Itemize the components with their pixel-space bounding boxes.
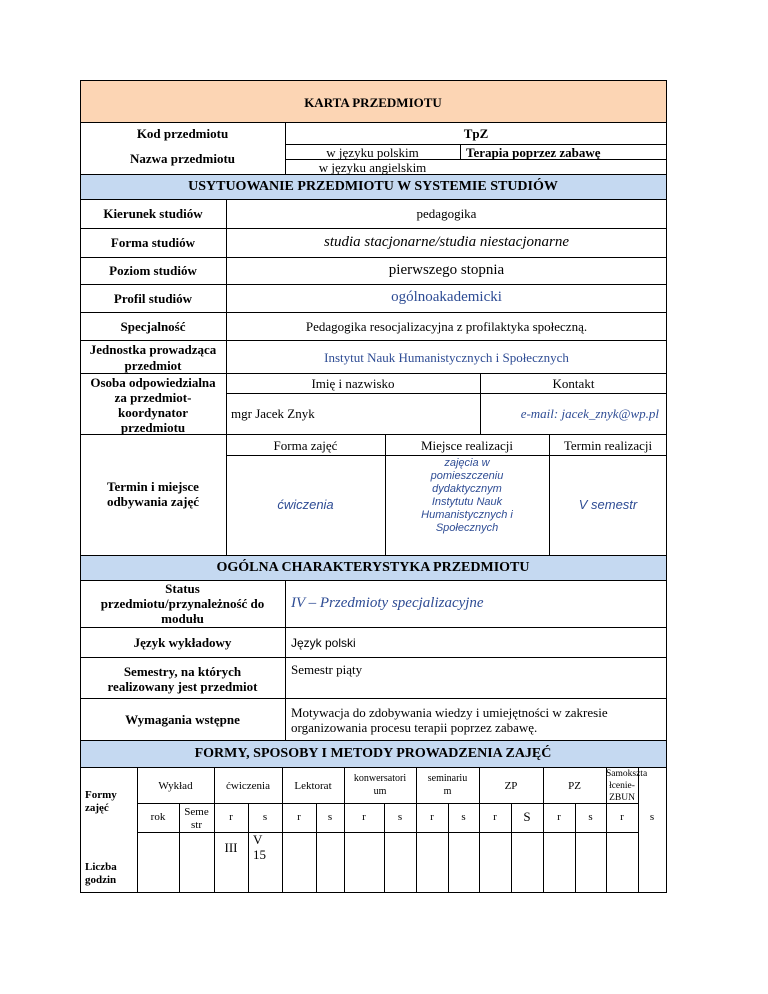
- samoksztalcenie-header-line1: Samokszta: [606, 769, 648, 779]
- subheader-zp-r: r: [493, 811, 497, 823]
- formy-label-line1: Formy: [85, 789, 117, 801]
- schedule-miejsce-line1: zajęcia w: [444, 457, 490, 469]
- section3-title: FORMY, SPOSOBY I METODY PROWADZENIA ZAJĘĆ: [194, 746, 552, 761]
- name-pl-label: w języku polskim: [326, 145, 419, 160]
- schedule-forma-header: Forma zajęć: [273, 438, 338, 453]
- forma-studiow-value: studia stacjonarne/studia niestacjonarne: [324, 234, 569, 250]
- subheader-sem-s: s: [461, 811, 466, 823]
- jezyk-label: Język wykładowy: [133, 635, 232, 650]
- profil-label: Profil studiów: [113, 291, 193, 306]
- status-value: IV – Przedmioty specjalizacyjne: [291, 595, 484, 611]
- schedule-termin-value: V semestr: [578, 497, 638, 512]
- coordinator-label-line4: przedmiotu: [120, 420, 186, 435]
- cwiczenia-s-value-line1: V: [253, 832, 263, 847]
- subheader-semestr-line1: Seme: [184, 806, 209, 818]
- coordinator-email[interactable]: e-mail: jacek_znyk@wp.pl: [520, 406, 659, 421]
- samoksztalcenie-header-line2: łcenie-: [609, 781, 635, 791]
- pz-header: PZ: [568, 780, 581, 792]
- schedule-miejsce-line6: Społecznych: [435, 522, 499, 534]
- schedule-miejsce-header: Miejsce realizacji: [420, 438, 514, 453]
- forma-studiow-label: Forma studiów: [110, 235, 196, 250]
- wymagania-label: Wymagania wstępne: [125, 712, 240, 727]
- subheader-samo-r: r: [620, 811, 624, 823]
- section1-title: USYTUOWANIE PRZEDMIOTU W SYSTEMIE STUDIÓW: [188, 179, 558, 194]
- status-label-line3: modułu: [161, 611, 204, 626]
- semestry-label-line1: Semestry, na których: [123, 664, 242, 679]
- subheader-pz-s: s: [588, 811, 593, 823]
- subheader-konw-s: s: [397, 811, 403, 823]
- profil-value: ogólnoakademicki: [391, 289, 502, 305]
- subheader-konw-r: r: [362, 811, 366, 823]
- section2-title: OGÓLNA CHARAKTERYSTYKA PRZEDMIOTU: [216, 560, 530, 575]
- subheader-lek-s: s: [327, 811, 333, 823]
- wyklad-header: Wykład: [158, 780, 193, 792]
- semestry-label-line2: realizowany jest przedmiot: [107, 679, 258, 694]
- status-label-line2: przedmiotu/przynależność do: [100, 596, 265, 611]
- coordinator-label-line3: koordynator: [117, 405, 189, 420]
- unit-label-line1: Jednostka prowadząca: [89, 342, 217, 357]
- name-en-label: w języku angielskim: [318, 160, 427, 175]
- schedule-miejsce-line2: pomieszczeniu: [430, 470, 504, 482]
- coordinator-name-header: Imię i nazwisko: [311, 376, 395, 391]
- schedule-miejsce-line3: dydaktycznym: [432, 483, 502, 495]
- code-value: TpZ: [463, 126, 489, 141]
- semestry-value: Semestr piąty: [291, 662, 363, 677]
- schedule-label-line2: odbywania zajęć: [106, 494, 200, 509]
- kierunek-value: pedagogika: [416, 206, 477, 221]
- subheader-cw-r: r: [229, 811, 233, 823]
- poziom-label: Poziom studiów: [109, 263, 197, 278]
- schedule-miejsce-line4: Instytutu Nauk: [431, 496, 503, 508]
- coordinator-label-line1: Osoba odpowiedzialna: [90, 375, 216, 390]
- specjalnosc-label: Specjalność: [120, 319, 186, 334]
- coordinator-name: mgr Jacek Znyk: [231, 406, 315, 421]
- seminarium-header-line1: seminariu: [427, 773, 468, 784]
- subheader-lek-r: r: [297, 811, 301, 823]
- status-label-line1: Status: [165, 581, 200, 596]
- unit-label-line2: przedmiot: [124, 358, 182, 373]
- poziom-value: pierwszego stopnia: [388, 262, 505, 278]
- coordinator-label-line2: za przedmiot-: [114, 390, 192, 405]
- konwersatorium-header-line1: konwersatori: [353, 773, 407, 784]
- cwiczenia-header: ćwiczenia: [226, 780, 270, 792]
- subheader-pz-r: r: [557, 811, 561, 823]
- schedule-label-line1: Termin i miejsce: [107, 479, 199, 494]
- formy-label-line2: zajęć: [85, 802, 109, 814]
- cwiczenia-r-value: III: [224, 840, 238, 855]
- lektorat-header: Lektorat: [294, 780, 332, 792]
- subheader-zp-s: S: [523, 809, 531, 824]
- konwersatorium-header-line2: um: [373, 786, 387, 797]
- subheader-cw-s: s: [262, 811, 268, 823]
- name-pl-value: Terapia poprzez zabawę: [466, 145, 601, 160]
- card-title: KARTA PRZEDMIOTU: [304, 95, 442, 110]
- zp-header: ZP: [504, 780, 518, 792]
- subheader-rok: rok: [150, 811, 166, 823]
- subheader-sem-r: r: [430, 811, 434, 823]
- subheader-samo-s: s: [649, 811, 655, 823]
- liczba-label-line2: godzin: [85, 874, 117, 886]
- specjalnosc-value: Pedagogika resocjalizacyjna z profilaktyka społeczną.: [305, 319, 588, 334]
- cwiczenia-s-value-line2: 15: [253, 847, 266, 862]
- wymagania-value-line1: Motywacja do zdobywania wiedzy i umiejętności w zakresie: [291, 705, 608, 720]
- kierunek-label: Kierunek studiów: [103, 206, 203, 221]
- schedule-termin-header: Termin realizacji: [563, 438, 653, 453]
- schedule-miejsce-line5: Humanistycznych i: [421, 509, 513, 521]
- subheader-semestr-line2: str: [191, 819, 202, 831]
- samoksztalcenie-header-line3: ZBUN: [609, 793, 635, 803]
- schedule-forma-value: ćwiczenia: [277, 497, 334, 512]
- liczba-label-line1: Liczba: [85, 861, 117, 873]
- wymagania-value-line2: organizowania procesu terapii poprzez zabawę.: [291, 720, 538, 735]
- seminarium-header-line2: m: [443, 786, 452, 797]
- code-label: Kod przedmiotu: [136, 126, 229, 141]
- coordinator-contact-header: Kontakt: [552, 376, 595, 391]
- unit-value: Instytut Nauk Humanistycznych i Społecznych: [324, 350, 569, 365]
- name-label: Nazwa przedmiotu: [129, 151, 236, 166]
- jezyk-value: Język polski: [291, 636, 356, 650]
